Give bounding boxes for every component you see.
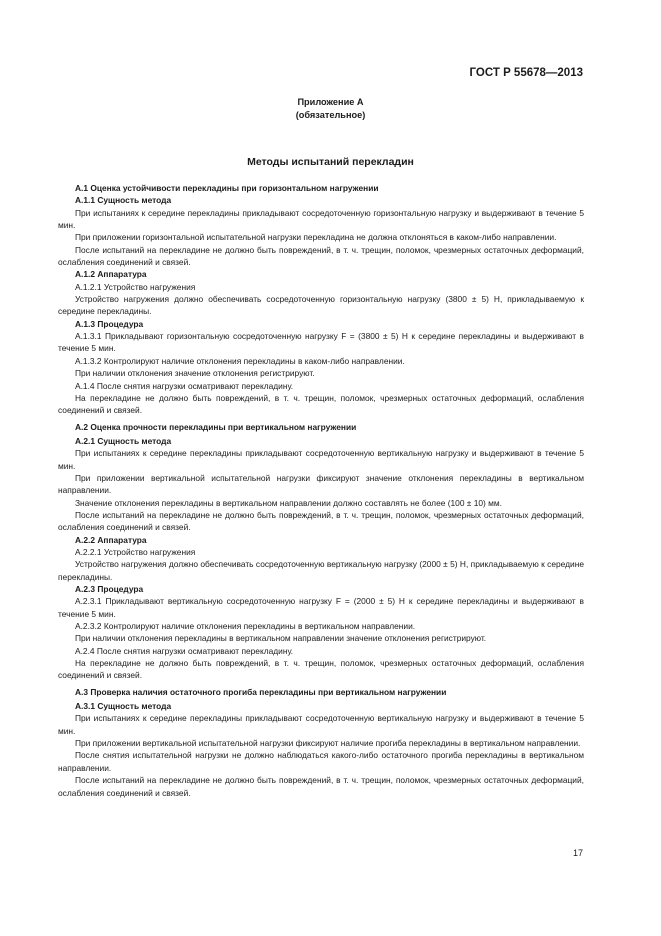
paragraph: При испытаниях к середине перекладины прикладывают сосредоточенную горизонтальную нагрузку и выдерживают в течение 5 мин. [58, 207, 584, 231]
paragraph: На перекладине не должно быть повреждений, в т. ч. трещин, поломок, чрезмерных остаточных деформаций, ослабления соединений и связей. [58, 392, 584, 416]
paragraph: А.1.3.2 Контролируют наличие отклонения перекладины в каком-либо направлении. [75, 355, 405, 366]
appendix-title: Приложение А [297, 97, 364, 107]
paragraph: После испытаний на перекладине не должно быть повреждений, в т. ч. трещин, поломок, чрезмерных остаточных деформаций, ослабления соединений и связей. [58, 775, 584, 798]
subsection-heading: А.1.2 Аппаратура [75, 269, 147, 280]
paragraph: А.1.4 После снятия нагрузки осматривают перекладину. [75, 380, 294, 391]
subsection-heading: А.2.2 Аппаратура [75, 534, 147, 545]
subsubsection-heading: А.2.2.1 Устройство нагружения [75, 546, 196, 557]
paragraph: А.2.3.2 Контролируют наличие отклонения перекладины в вертикальном направлении. [75, 621, 416, 632]
paragraph: При приложении горизонтальной испытательной нагрузки перекладина не должна отклоняться в каком-либо направлении. [75, 232, 557, 243]
subsection-heading: А.3.1 Сущность метода [75, 701, 172, 712]
paragraph: Устройство нагружения должно обеспечивать сосредоточенную горизонтальную нагрузку (3800 ± 5) Н, прикладываемую к середине перекладины. [58, 294, 584, 317]
paragraph: При наличии отклонения перекладины в вертикальном направлении значение отклонения регистрируют. [75, 633, 487, 644]
appendix-heading [0, 96, 661, 122]
paragraph: При испытаниях к середине перекладины прикладывают сосредоточенную вертикальную нагрузку и выдерживают в течение 5 мин. [58, 448, 584, 471]
paragraph: После испытаний на перекладине не должно быть повреждений, в т. ч. трещин, поломок, чрезмерных остаточных деформаций, ослабления соединений и связей. [58, 244, 584, 268]
paragraph: А.2.3.1 Прикладывают вертикальную сосредоточенную нагрузку F = (2000 ± 5) Н к середине перекладины и выдерживают в течение 5 мин. [58, 596, 584, 619]
paragraph: При испытаниях к середине перекладины прикладывают сосредоточенную вертикальную нагрузку и выдерживают в течение 5 мин. [58, 713, 584, 736]
paragraph: А.1.3.1 Прикладывают горизонтальную сосредоточенную нагрузку F = (3800 ± 5) Н к середине перекладины и выдерживают в течение 5 мин. [58, 331, 584, 354]
section-heading: А.2 Оценка прочности перекладины при вертикальном нагружении [75, 421, 357, 432]
paragraph: Устройство нагружения должно обеспечивать сосредоточенную вертикальную нагрузку (2000 ± 5) Н, прикладываемую к середине перекладины. [58, 559, 584, 582]
subsection-heading: А.2.3 Процедура [75, 584, 144, 594]
standard-designation: ГОСТ Р 55678—2013 [469, 67, 583, 79]
paragraph: А.2.4 После снятия нагрузки осматривают перекладину. [75, 645, 294, 656]
paragraph: На перекладине не должно быть повреждений, в т. ч. трещин, поломок, чрезмерных остаточных деформаций, ослабления соединений и связей. [58, 658, 584, 681]
section-heading: А.3 Проверка наличия остаточного прогиба перекладины при вертикальном нагружении [75, 686, 447, 697]
page-number: 17 [572, 848, 583, 858]
subsubsection-heading: А.1.2.1 Устройство нагружения [75, 281, 196, 292]
document-body [58, 182, 584, 799]
paragraph: При наличии отклонения значение отклонения регистрируют. [75, 368, 315, 379]
paragraph: При приложении вертикальной испытательной нагрузки фиксируют значение отклонения перекладины в вертикальном направлении. [58, 472, 584, 496]
page-title: Методы испытаний перекладин [247, 156, 414, 168]
section-heading: А.1 Оценка устойчивости перекладины при горизонтальном нагружении [75, 183, 379, 193]
subsection-heading: А.1.3 Процедура [75, 318, 144, 329]
paragraph: После испытаний на перекладине не должно быть повреждений, в т. ч. трещин, поломок, чрезмерных остаточных деформаций, ослабления соединений и связей. [58, 509, 584, 533]
subsection-heading: А.2.1 Сущность метода [75, 435, 172, 446]
paragraph: Значение отклонения перекладины в вертикальном направлении должно составлять не более (100 ± 10) мм. [75, 497, 502, 508]
appendix-status: (обязательное) [295, 110, 366, 120]
paragraph: После снятия испытательной нагрузки не должно наблюдаться какого-либо остаточного прогиба перекладины в вертикальном направлении. [58, 750, 584, 773]
paragraph: При приложении вертикальной испытательной нагрузки фиксируют наличие прогиба перекладины в вертикальном направлении. [75, 738, 581, 749]
subsection-heading: А.1.1 Сущность метода [75, 195, 172, 206]
